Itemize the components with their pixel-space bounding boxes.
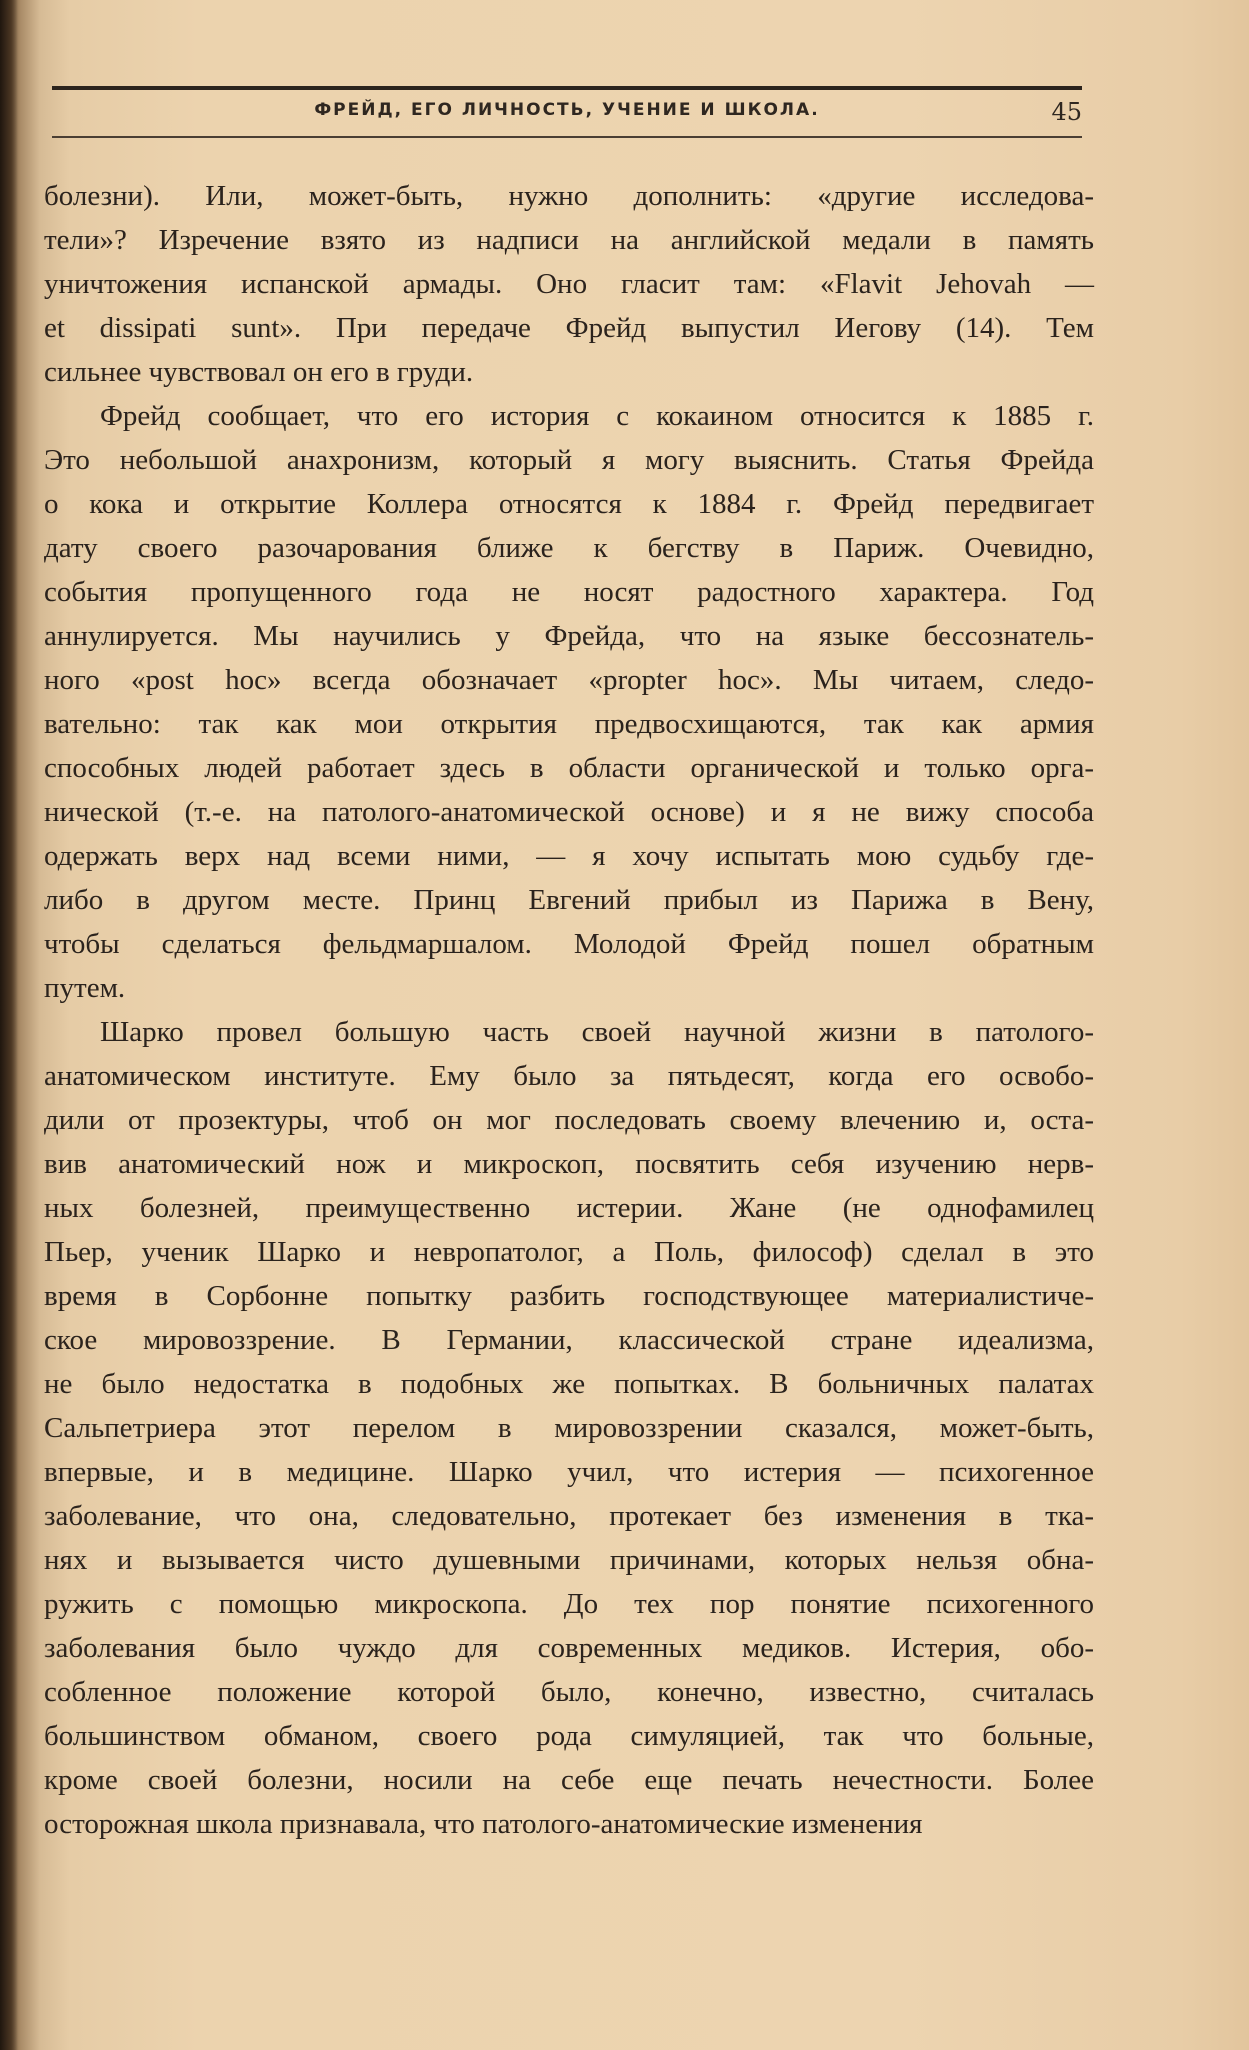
- text-line: ружить с помощью микроскопа. До тех пор понятие психогенного: [44, 1588, 1094, 1620]
- text-line: заболевание, что она, следовательно, протекает без изменения в тка-: [44, 1500, 1094, 1532]
- text-line: уничтожения испанской армады. Оно гласит там: «Flavit Jehovah —: [44, 268, 1094, 300]
- running-title: ФРЕЙД, ЕГО ЛИЧНОСТЬ, УЧЕНИЕ И ШКОЛА.: [314, 100, 820, 120]
- text-line: Это небольшой анахронизм, который я могу выяснить. Статья Фрейда: [44, 444, 1094, 476]
- text-line: собленное положение которой было, конечно, известно, считалась: [44, 1676, 1094, 1708]
- text-line: тели»? Изречение взято из надписи на английской медали в память: [44, 224, 1094, 256]
- text-line: сильнее чувствовал он его в груди.: [44, 356, 474, 388]
- header-rule-top: [52, 86, 1082, 90]
- text-line: о кока и открытие Коллера относятся к 1884 г. Фрейд передвигает: [44, 488, 1094, 520]
- text-line: большинством обманом, своего рода симуляцией, так что больные,: [44, 1720, 1094, 1752]
- text-line: вив анатомический нож и микроскоп, посвятить себя изучению нерв-: [44, 1148, 1094, 1180]
- text-line: et dissipati sunt». При передаче Фрейд выпустил Иегову (14). Тем: [44, 312, 1094, 344]
- text-line: аннулируется. Мы научились у Фрейда, что на языке бессознатель-: [44, 620, 1094, 652]
- text-line: дату своего разочарования ближе к бегству в Париж. Очевидно,: [44, 532, 1094, 564]
- body-text: [44, 174, 1094, 1846]
- text-line: ных болезней, преимущественно истерии. Жане (не однофамилец: [44, 1192, 1094, 1224]
- text-line: дили от прозектуры, чтоб он мог последовать своему влечению и, оста-: [44, 1104, 1094, 1136]
- book-spine-shadow: [0, 0, 18, 2050]
- text-line: время в Сорбонне попытку разбить господствующее материалистиче-: [44, 1280, 1094, 1312]
- text-line: путем.: [44, 972, 126, 1004]
- text-line: либо в другом месте. Принц Евгений прибыл из Парижа в Вену,: [44, 884, 1094, 916]
- running-head: [52, 98, 1082, 130]
- text-line: Шарко провел большую часть своей научной жизни в патолого-: [100, 1016, 1094, 1048]
- text-line: заболевания было чуждо для современных медиков. Истерия, обо-: [44, 1632, 1094, 1664]
- text-line: нях и вызывается чисто душевными причинами, которых нельзя обна-: [44, 1544, 1094, 1576]
- text-line: Фрейд сообщает, что его история с кокаином относится к 1885 г.: [100, 400, 1094, 432]
- text-line: Пьер, ученик Шарко и невропатолог, а Поль, философ) сделал в это: [44, 1236, 1094, 1268]
- text-line: ское мировоззрение. В Германии, классической стране идеализма,: [44, 1324, 1094, 1356]
- page-number: 45: [1051, 98, 1082, 126]
- text-line: ного «post hoc» всегда обозначает «propter hoc». Мы читаем, следо-: [44, 664, 1094, 696]
- text-line: способных людей работает здесь в области органической и только орга-: [44, 752, 1094, 784]
- header-rule-bottom: [52, 136, 1082, 138]
- text-line: осторожная школа признавала, что патолого-анатомические изменения: [44, 1808, 923, 1840]
- text-line: одержать верх над всеми ними, — я хочу испытать мою судьбу где-: [44, 840, 1094, 872]
- text-line: не было недостатка в подобных же попытках. В больничных палатах: [44, 1368, 1094, 1400]
- text-line: Сальпетриера этот перелом в мировоззрении сказался, может-быть,: [44, 1412, 1094, 1444]
- text-line: чтобы сделаться фельдмаршалом. Молодой Фрейд пошел обратным: [44, 928, 1094, 960]
- text-line: нической (т.-е. на патолого-анатомической основе) и я не вижу способа: [44, 796, 1094, 828]
- text-line: вательно: так как мои открытия предвосхищаются, так как армия: [44, 708, 1094, 740]
- text-line: события пропущенного года не носят радостного характера. Год: [44, 576, 1094, 608]
- text-line: кроме своей болезни, носили на себе еще печать нечестности. Более: [44, 1764, 1094, 1796]
- text-line: болезни). Или, может-быть, нужно дополнить: «другие исследова-: [44, 180, 1094, 212]
- text-line: впервые, и в медицине. Шарко учил, что истерия — психогенное: [44, 1456, 1094, 1488]
- text-line: анатомическом институте. Ему было за пятьдесят, когда его освобо-: [44, 1060, 1094, 1092]
